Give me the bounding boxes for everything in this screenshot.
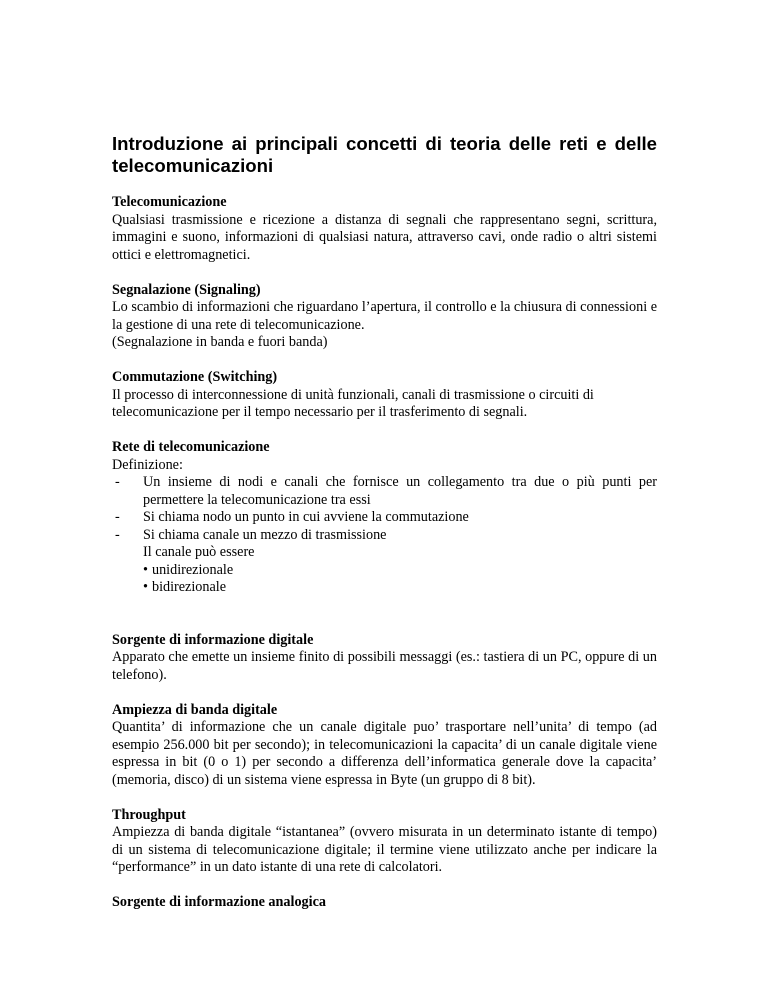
list-item [112, 509, 657, 527]
dash-marker: - [115, 526, 120, 543]
section-note: (Segnalazione in banda e fuori banda) [112, 334, 328, 350]
channel-type-list [143, 562, 657, 597]
channel-note: Il canale può essere [143, 544, 255, 560]
bullet-text: bidirezionale [151, 579, 227, 595]
document-page [112, 133, 657, 929]
section-body-line: Il processo di interconnessione di unità funzionali, canali di trasmissione o circuiti di [112, 386, 594, 403]
section-heading: Throughput [112, 806, 186, 823]
section-heading: Sorgente di informazione analogica [112, 894, 326, 910]
section-body: Qualsiasi trasmissione e ricezione a distanza di segnali che rappresentano segni, scrittura, immagini e suono, informazioni di qualsiasi natura, attraverso cavi, onde radio o altri sistemi ottici e elettromagnetici. [112, 211, 657, 263]
section-heading: Ampiezza di banda digitale [112, 701, 278, 718]
section-telecomunicazione [112, 194, 657, 264]
section-throughput [112, 807, 657, 877]
section-ampiezza-banda [112, 702, 657, 790]
document-title: Introduzione ai principali concetti di teoria delle reti e delle telecomunicazioni [112, 133, 657, 176]
dash-marker: - [115, 509, 120, 525]
section-heading: Telecomunicazione [112, 194, 227, 210]
list-item [112, 527, 657, 597]
section-heading: Rete di telecomunicazione [112, 439, 270, 455]
bullet-item [143, 562, 657, 580]
list-item-text: Si chiama canale un mezzo di trasmissione [143, 526, 387, 543]
section-rete [112, 439, 657, 597]
list-item-text: Si chiama nodo un punto in cui avviene la commutazione [143, 509, 469, 525]
dash-marker: - [115, 474, 120, 490]
section-heading: Sorgente di informazione digitale [112, 631, 314, 648]
section-body: Ampiezza di banda digitale “istantanea” (ovvero misurata in un determinato istante di tempo) di un sistema di telecomunicazione digitale; il termine viene utilizzato anche per indicare la “performance” in un dato istante di una rete di calcolatori. [112, 824, 657, 875]
section-body: Quantita’ di informazione che un canale digitale puo’ trasportare nell’unita’ di tempo (ad esempio 256.000 bit per secondo); in telecomunicazioni la capacita’ di un canale digitale viene espressa in bit (0 o 1) per secondo a differenza dell’informatica generale dove la capacita’ (memoria, disco) di un sistema viene espressa in Byte (un gruppo di 8 bit). [112, 719, 657, 788]
list-item-text: Un insieme di nodi e canali che fornisce un collegamento tra due o più punti per permettere la telecomunicazione tra essi [143, 474, 657, 508]
section-heading: Commutazione (Switching) [112, 369, 278, 385]
definition-list [112, 474, 657, 597]
section-heading: Segnalazione (Signaling) [112, 281, 261, 298]
section-segnalazione [112, 282, 657, 352]
section-sorgente-digitale [112, 632, 657, 685]
section-body: Apparato che emette un insieme finito di possibili messaggi (es.: tastiera di un PC, oppure di un telefono). [112, 649, 657, 683]
bullet-text: unidirezionale [151, 561, 234, 578]
section-sorgente-analogica [112, 894, 657, 912]
bullet-icon: • [143, 561, 148, 578]
definition-label: Definizione: [112, 456, 183, 473]
bullet-icon: • [143, 579, 148, 595]
section-body-line: telecomunicazione per il tempo necessario per il trasferimento di segnali. [112, 404, 528, 420]
list-item [112, 474, 657, 509]
bullet-item [143, 579, 657, 597]
section-body: Lo scambio di informazioni che riguardano l’apertura, il controllo e la chiusura di connessioni e la gestione di una rete di telecomunicazione. [112, 299, 657, 333]
section-commutazione [112, 369, 657, 422]
